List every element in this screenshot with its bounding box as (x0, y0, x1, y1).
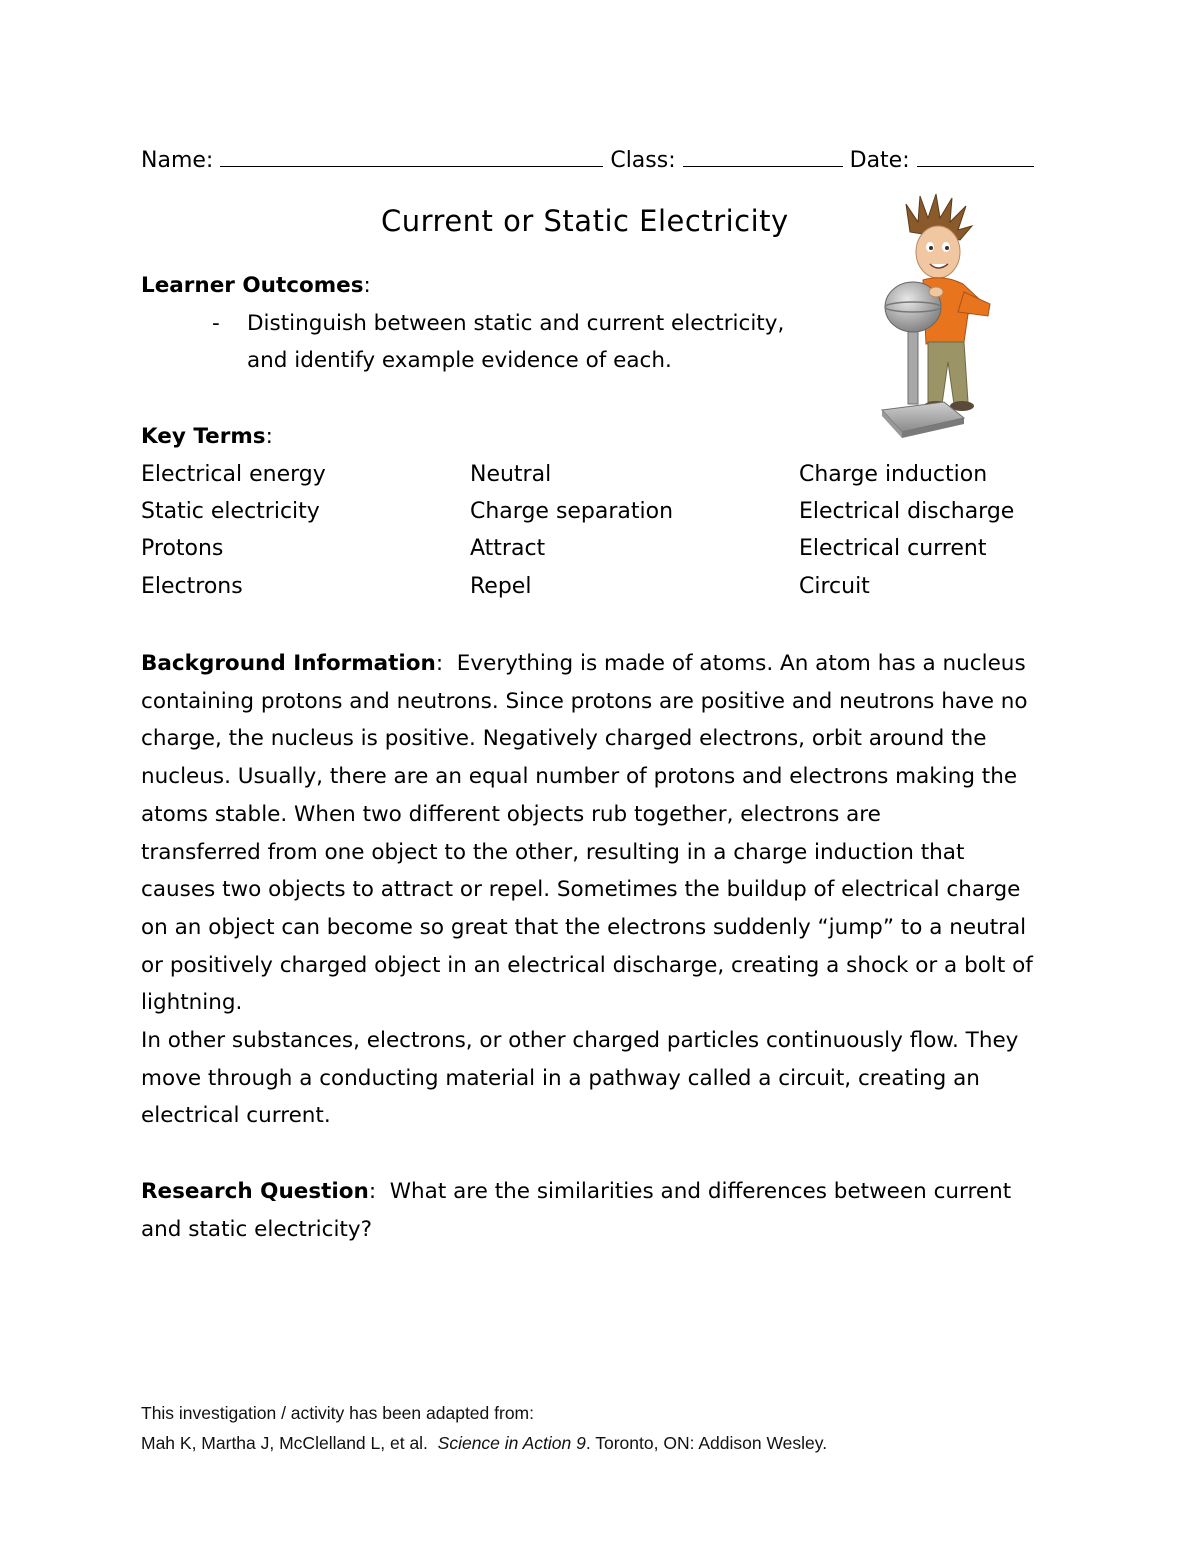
term-item: Electrical energy (141, 462, 326, 487)
background-line: In other substances, electrons, or other charged particles continuously flow. They (141, 1028, 1019, 1054)
background-paragraph (141, 645, 1071, 1135)
citation-book: Science in Action 9 (437, 1433, 586, 1453)
term-item: Static electricity (141, 499, 320, 524)
term-item: Charge separation (470, 499, 674, 524)
research-question (141, 1173, 1071, 1248)
background-line: electrical current. (141, 1103, 331, 1129)
outcome-line-1: Distinguish between static and current electricity, (247, 311, 785, 336)
term-item: Neutral (470, 462, 552, 487)
footer-citation (141, 1433, 827, 1454)
date-blank[interactable] (917, 146, 1034, 167)
background-line: charge, the nucleus is positive. Negatively charged electrons, orbit around the (141, 726, 987, 752)
term-item: Attract (470, 536, 546, 561)
header-line (141, 146, 1034, 173)
class-label: Class: (610, 148, 676, 173)
van-de-graaff-illustration (868, 192, 1003, 442)
background-line: atoms stable. When two different objects rub together, electrons are (141, 801, 881, 827)
background-line: on an object can become so great that the electrons suddenly “jump” to a neutral (141, 914, 1027, 940)
citation-authors: Mah K, Martha J, McClelland L, et al. (141, 1433, 428, 1453)
date-label: Date: (849, 148, 910, 173)
page-title: Current or Static Electricity (381, 204, 789, 238)
term-item: Electrical discharge (799, 499, 1015, 524)
background-line: or positively charged object in an electrical discharge, creating a shock or a bolt of (141, 952, 1033, 978)
footer-line-1: This investigation / activity has been adapted from: (141, 1403, 534, 1423)
background-line: containing protons and neutrons. Since protons are positive and neutrons have no (141, 688, 1028, 714)
background-line: move through a conducting material in a pathway called a circuit, creating an (141, 1065, 980, 1091)
term-item: Charge induction (799, 462, 988, 487)
background-line: nucleus. Usually, there are an equal number of protons and electrons making the (141, 764, 1018, 790)
term-item: Electrical current (799, 536, 987, 561)
term-item: Circuit (799, 574, 870, 599)
background-heading: Background Information (141, 651, 436, 676)
background-line: causes two objects to attract or repel. Sometimes the buildup of electrical charge (141, 877, 1021, 903)
outcome-line-2: and identify example evidence of each. (247, 348, 672, 373)
background-line: lightning. (141, 990, 243, 1016)
citation-publisher: . Toronto, ON: Addison Wesley. (585, 1433, 828, 1453)
background-line: transferred from one object to the other, resulting in a charge induction that (141, 839, 965, 865)
class-blank[interactable] (683, 146, 843, 167)
name-blank[interactable] (220, 146, 603, 167)
learner-outcomes-heading: Learner Outcomes: (141, 273, 371, 298)
term-item: Electrons (141, 574, 243, 599)
name-label: Name: (141, 148, 214, 173)
research-heading: Research Question (141, 1179, 369, 1204)
term-item: Repel (470, 574, 532, 599)
key-terms-heading: Key Terms: (141, 424, 273, 449)
research-line: and static electricity? (141, 1216, 372, 1242)
background-line: Background Information: Everything is made of atoms. An atom has a nucleus (141, 651, 1026, 676)
term-item: Protons (141, 536, 224, 561)
research-line: Research Question: What are the similarities and differences between current (141, 1179, 1012, 1204)
outcome-bullet: - (212, 311, 220, 336)
